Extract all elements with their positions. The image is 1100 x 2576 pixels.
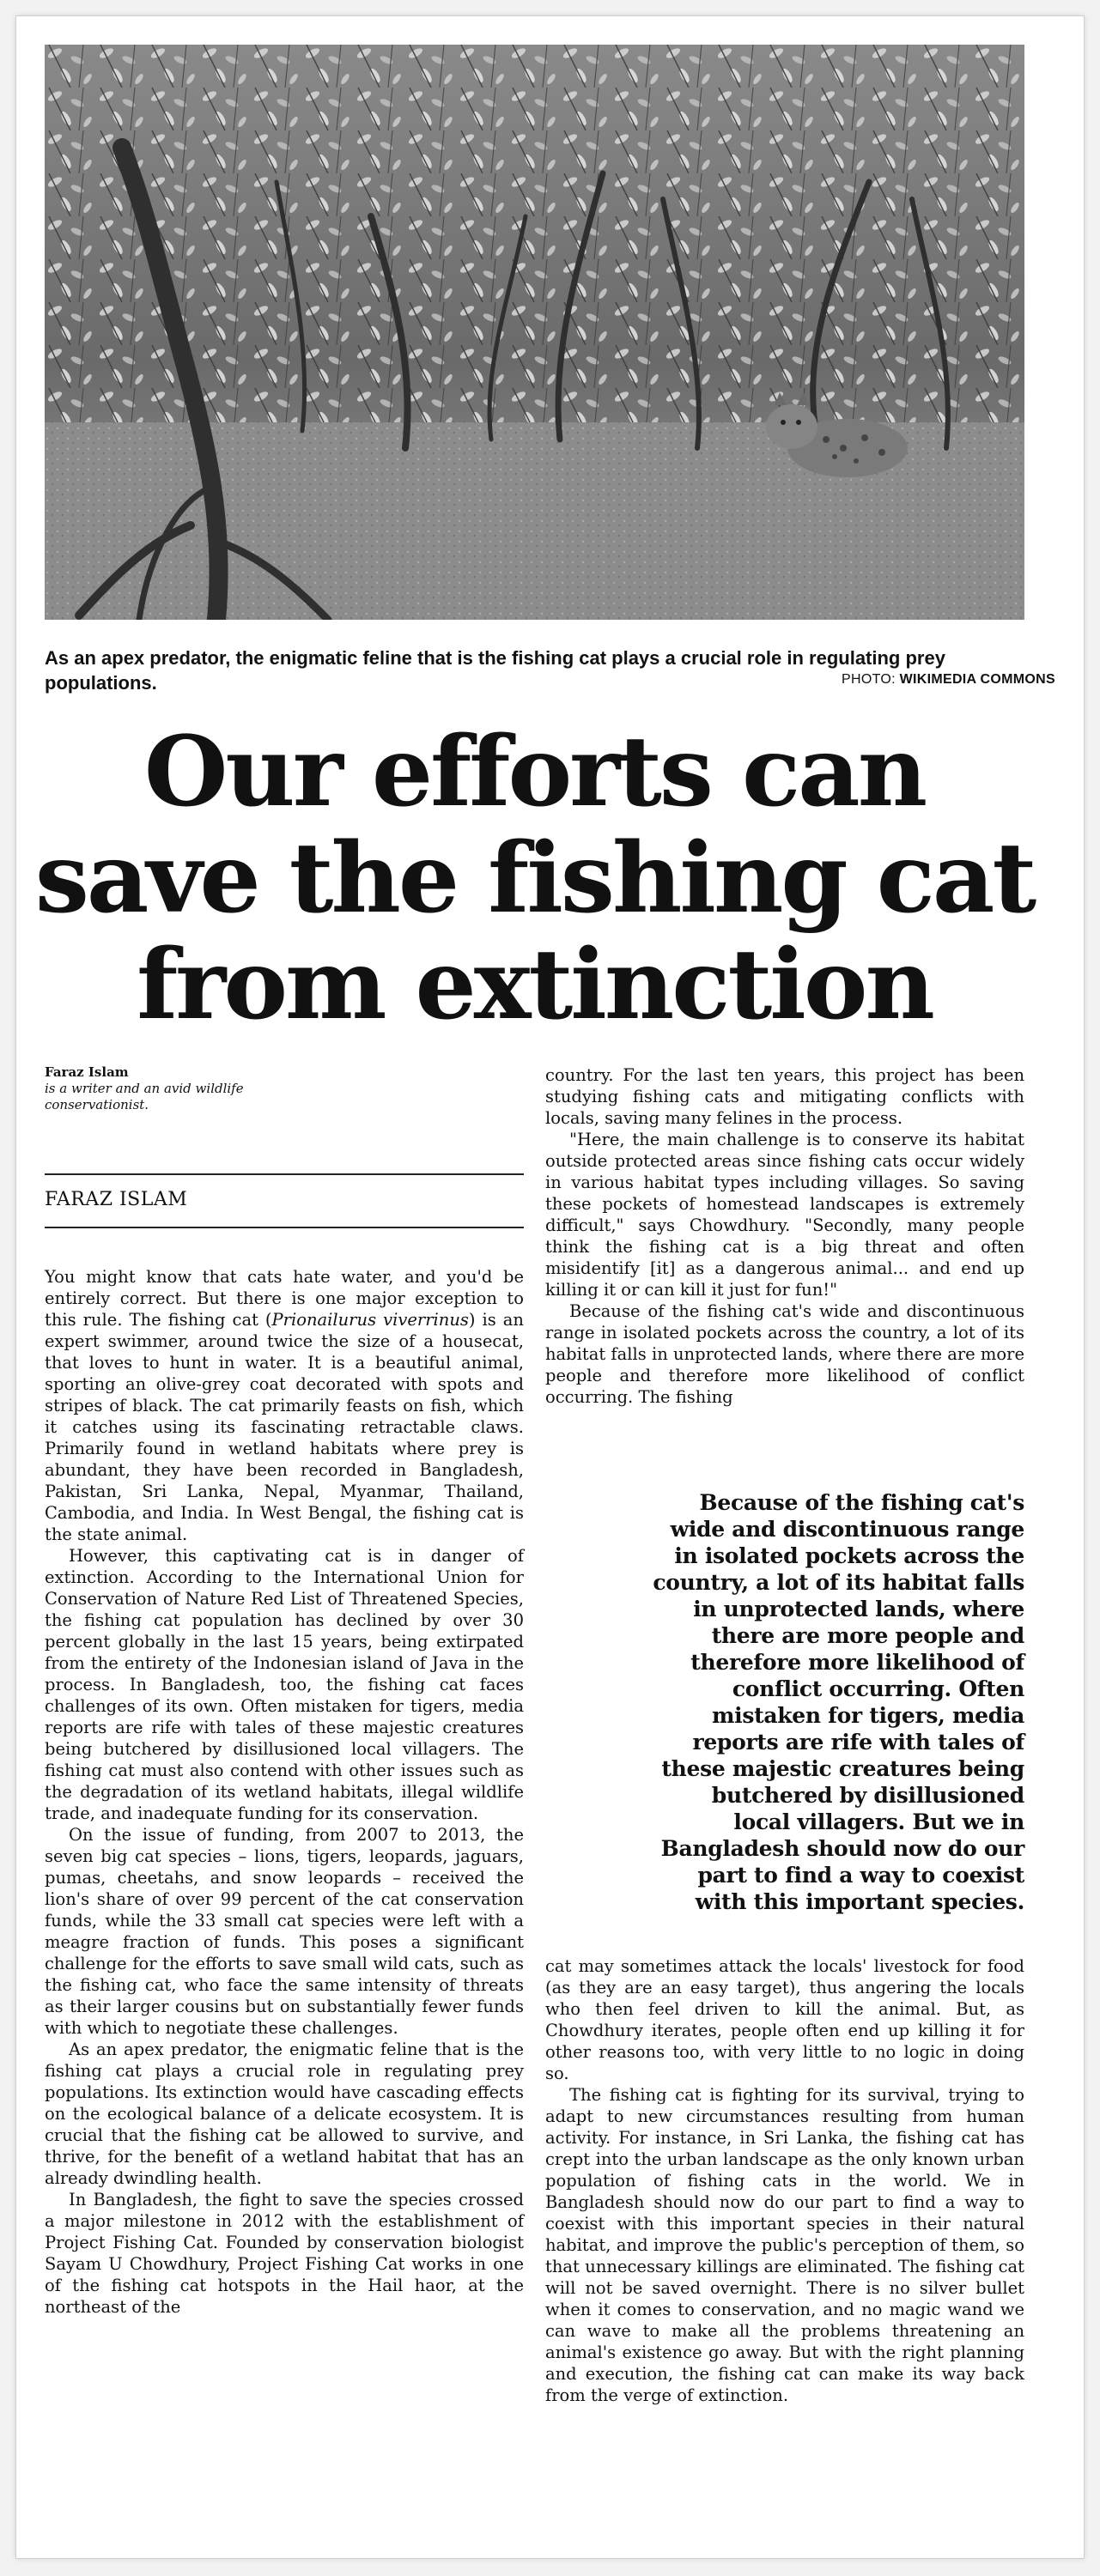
right-column-bottom	[545, 1955, 1024, 2406]
photo-caption: As an apex predator, the enigmatic feline that is the fishing cat plays a crucial role in regulating prey populations.	[45, 647, 945, 694]
paragraph-1-b: ) is an expert swimmer, around twice the size of a housecat, that loves to hunt in water. It is a beautiful animal, sporting an olive-grey coat decorated with spots and stripes of black. The cat primarily feasts on fish, which it catches using its fascinating retractable claws. Primarily found in wetland habitats where prey is abundant, they have been recorded in Bangladesh, Pakistan, Sri Lanka, Nepal, Myanmar, Thailand, Cambodia, and India. In West Bengal, the fishing cat is the state animal.	[45, 1310, 524, 1544]
headline-line-1: Our efforts can	[143, 716, 926, 828]
right-column-top	[545, 1064, 1024, 1408]
article-headline	[34, 716, 1035, 1041]
mangrove-fishing-cat-image	[45, 45, 1024, 620]
paragraph-r4: cat may sometimes attack the locals' livestock for food (as they are an easy target), thus angering the locals who then feel driven to kill the animal. But, as Chowdhury iterates, people often end up killing it for other reasons too, with very little to no logic in doing so.	[545, 1956, 1024, 2083]
paragraph-r5: The fishing cat is fighting for its survival, trying to adapt to new circumstances resulting from human activity. For instance, in Sri Lanka, the fishing cat has crept into the urban landscape as the only known urban population of fishing cats in the world. We in Bangladesh should now do our part to find a way to coexist with this important species in their natural habitat, and improve the public's perception of them, so that unnecessary killings are eliminated. The fishing cat will not be saved overnight. There is no silver bullet when it comes to conservation, and no magic wand we can wave to make all the problems threatening an animal's existence go away. But with the right planning and execution, the fishing cat can make its way back from the verge of extinction.	[545, 2085, 1024, 2405]
author-info	[45, 1064, 524, 1113]
photo-credit	[842, 672, 1055, 688]
paragraph-2: However, this captivating cat is in danger of extinction. According to the International Union for Conservation of Nature Red List of Threatened Species, the fishing cat population has declined by over 30 percent globally in the last 15 years, being extirpated from the entirety of the Indonesian island of Java in the process. In Bangladesh, too, the fishing cat faces challenges of its own. Often mistaken for tigers, media reports are rife with tales of these majestic creatures being butchered by disillusioned local villagers. The fishing cat must also contend with other issues such as the degradation of its wetland habitats, illegal wildlife trade, and inadequate funding for its conservation.	[45, 1546, 524, 1823]
paragraph-r3: Because of the fishing cat's wide and discontinuous range in isolated pockets across the country, a lot of its habitat falls in unprotected lands, where there are more people and therefore more likelihood of conflict occurring. The fishing	[545, 1301, 1024, 1407]
paragraph-3: On the issue of funding, from 2007 to 2013, the seven big cat species – lions, tigers, leopards, jaguars, pumas, cheetahs, and snow leopards – received the lion's share of over 99 percent of the cat conservation funds, while the 33 small cat species were left with a meagre fraction of funds. This poses a significant challenge for the efforts to save small wild cats, such as the fishing cat, who face the same intensity of threats as their larger cousins but on substantially fewer funds with which to negotiate these challenges.	[45, 1825, 524, 2038]
photo-credit-source: WIKIMEDIA COMMONS	[899, 672, 1055, 687]
right-body-text-bottom	[545, 1955, 1024, 2406]
article-photo	[45, 45, 1024, 620]
byline: FARAZ ISLAM	[45, 1173, 524, 1228]
paragraph-r2: "Here, the main challenge is to conserve its habitat outside protected areas since fishing cats occur widely in various habitat types including villages. So saving these pockets of homestead landscapes is extremely difficult," says Chowdhury. "Secondly, many people think the fishing cat is a big threat and often misidentify [it] as a dangerous animal... and end up killing it or can kill it just for fun!"	[545, 1130, 1024, 1300]
headline-line-2: save the fishing cat	[34, 822, 1035, 935]
paragraph-1	[45, 1266, 524, 1545]
pull-quote: Because of the fishing cat's wide and discontinuous range in isolated pockets across the country, a lot of its habitat falls in unprotected lands, where there are more people and therefore more likelihood of conflict occurring. Often mistaken for tigers, media reports are rife with tales of these majestic creatures being butchered by disillusioned local villagers. But we in Bangladesh should now do our part to find a way to coexist with this important species.	[653, 1490, 1024, 1914]
headline-line-3: from extinction	[137, 929, 933, 1041]
left-body-text	[45, 1266, 524, 2318]
photo-credit-prefix: PHOTO:	[842, 672, 896, 687]
paragraph-4: As an apex predator, the enigmatic feline that is the fishing cat plays a crucial role in regulating prey populations. Its extinction would have cascading effects on the ecological balance of a delicate ecosystem. It is crucial that the fishing cat be allowed to survive, and thrive, for the benefit of a wetland habitat that has an already dwindling health.	[45, 2040, 524, 2188]
paragraph-1-a: You might know that cats hate water, and you'd be entirely correct. But there is one major exception to this rule. The fishing cat (	[45, 1267, 524, 1330]
author-name: Faraz Islam	[45, 1064, 129, 1080]
left-column	[45, 1064, 524, 2318]
right-body-text-top	[545, 1064, 1024, 1408]
author-bio: is a writer and an avid wildlife conservationist.	[45, 1081, 244, 1112]
species-name: Prionailurus viverrinus	[271, 1310, 469, 1330]
paragraph-5: In Bangladesh, the fight to save the species crossed a major milestone in 2012 with the establishment of Project Fishing Cat. Founded by conservation biologist Sayam U Chowdhury, Project Fishing Cat works in one of the fishing cat hotspots in the Hail haor, at the northeast of the	[45, 2190, 524, 2317]
paragraph-r1: country. For the last ten years, this project has been studying fishing cats and mitigating conflicts with locals, saving many felines in the process.	[545, 1065, 1024, 1128]
